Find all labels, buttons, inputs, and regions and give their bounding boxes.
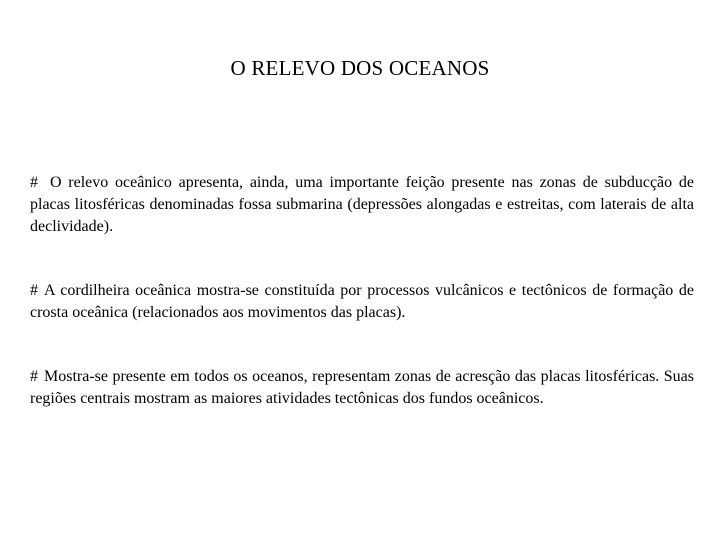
paragraph-text: Mostra-se presente em todos os oceanos, representam zonas de acresção das placas litosféricas. Suas regiões centrais mostram as maiores atividades tectônicas dos fundos oceânicos. bbox=[30, 368, 694, 407]
bullet-hash: # bbox=[30, 368, 38, 385]
bullet-hash: # bbox=[30, 174, 38, 191]
paragraph-text: O relevo oceânico apresenta, ainda, uma importante feição presente nas zonas de subducção de placas litosféricas denominadas fossa submarina (depressões alongadas e estreitas, com laterais de alta declividade). bbox=[30, 174, 694, 235]
paragraph-text: A cordilheira oceânica mostra-se constituída por processos vulcânicos e tectônicos de formação de crosta oceânica (relacionados aos movimentos das placas). bbox=[30, 282, 694, 321]
page-title: O RELEVO DOS OCEANOS bbox=[230, 56, 490, 80]
paragraph-fossa-submarina bbox=[30, 172, 694, 238]
paragraph-acrescao-placas bbox=[30, 366, 694, 410]
bullet-hash: # bbox=[30, 282, 38, 299]
paragraph-cordilheira-oceanica bbox=[30, 280, 694, 324]
